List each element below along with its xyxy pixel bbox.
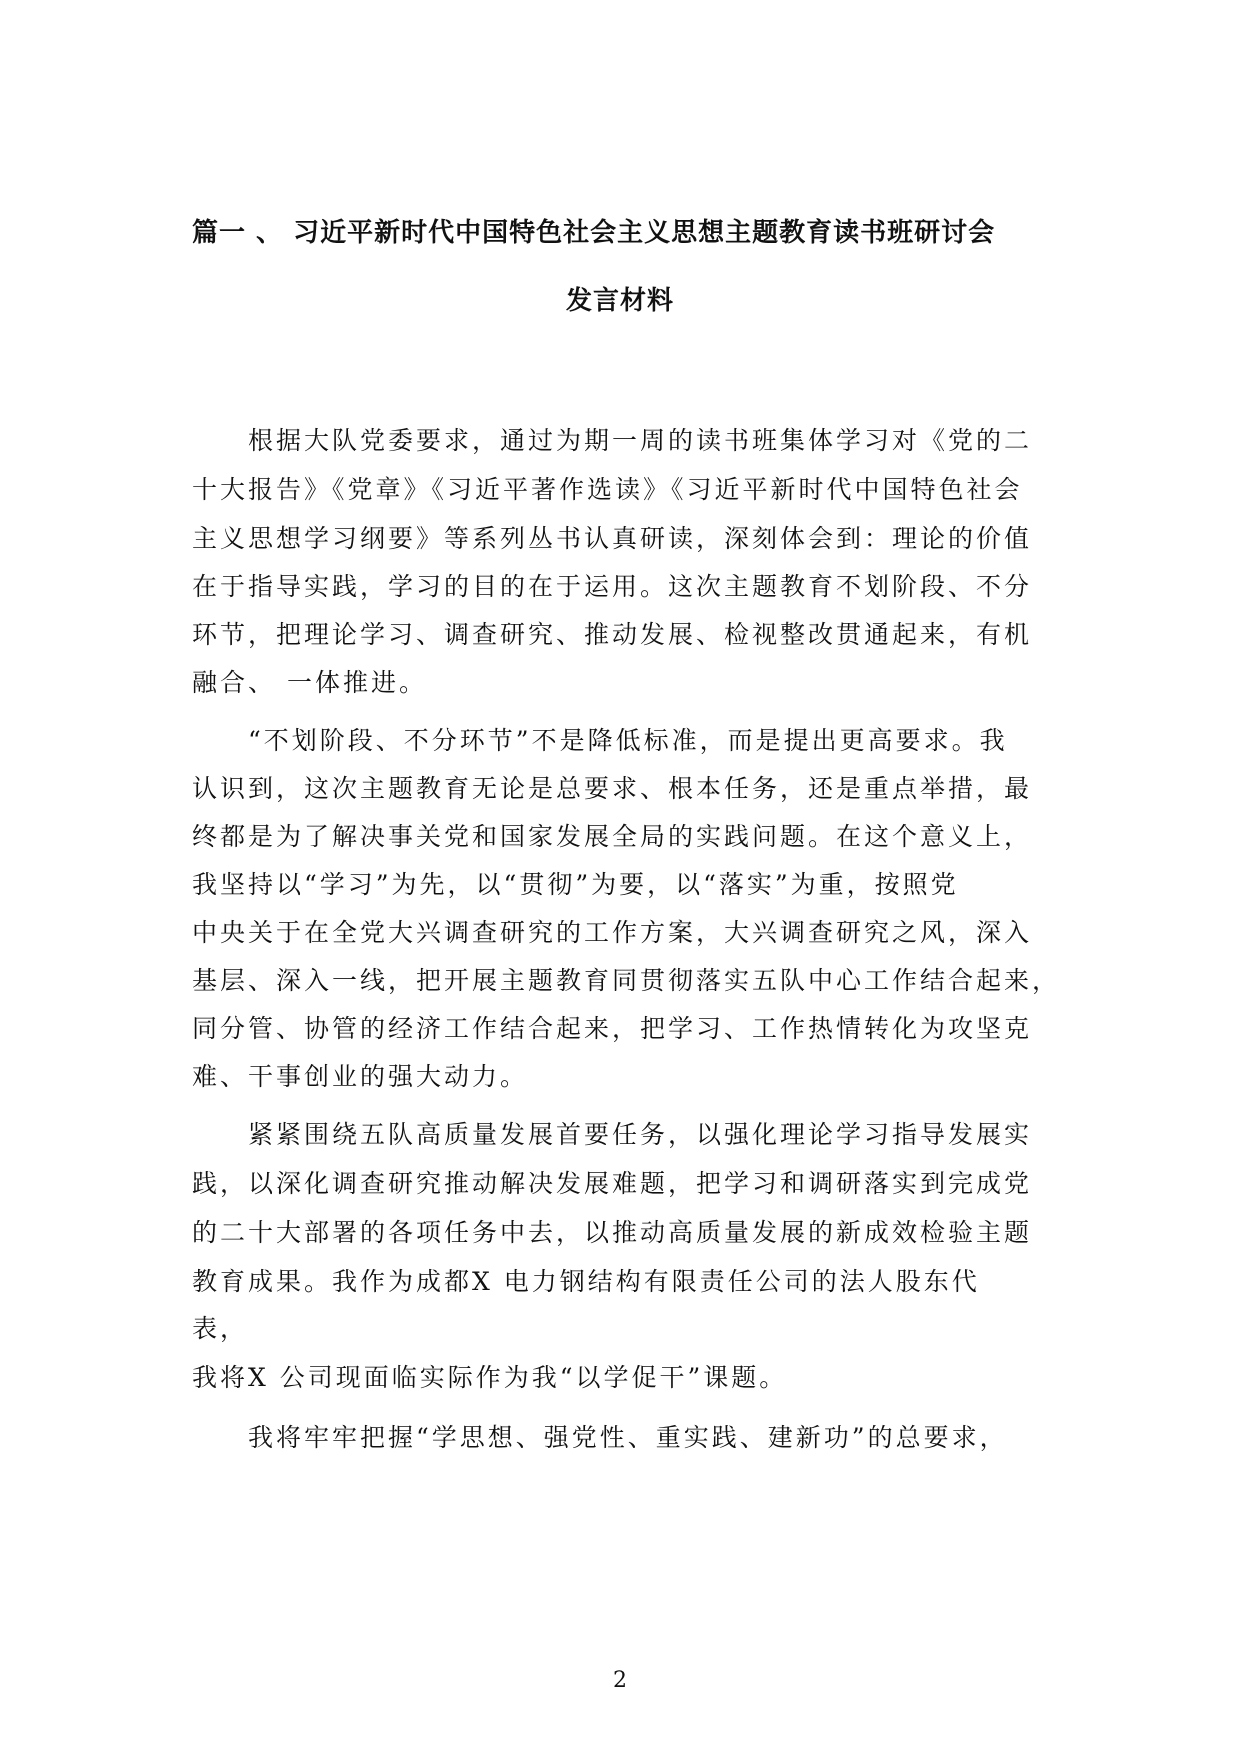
body-line: 根据大队党委要求，通过为期一周的读书班集体学习对《党的二	[192, 426, 1033, 455]
body-line: 的二十大部署的各项任务中去，以推动高质量发展的新成效检验主题	[192, 1218, 1033, 1247]
body-line: 认识到，这次主题教育无论是总要求、根本任务，还是重点举措，最	[192, 774, 1033, 803]
body-line: 终都是为了解决事关党和国家发展全局的实践问题。在这个意义上，	[192, 822, 1033, 851]
body-line: 我将牢牢把握“学思想、强党性、重实践、建新功”的总要求，	[192, 1423, 1008, 1452]
body-line: “不划阶段、不分环节”不是降低标准，而是提出更高要求。我	[192, 726, 1008, 755]
body-line: 教育成果。我作为成都X 电力钢结构有限责任公司的法人股东代	[192, 1267, 980, 1296]
body-line: 表，	[192, 1314, 249, 1343]
body-line: 难、干事创业的强大动力。	[192, 1062, 529, 1091]
body-line: 基层、深入一线，把开展主题教育同贯彻落实五队中心工作结合起来，	[192, 966, 1061, 995]
body-line: 紧紧围绕五队高质量发展首要任务，以强化理论学习指导发展实	[192, 1120, 1033, 1149]
body-line: 我坚持以“学习”为先，以“贯彻”为要，以“落实”为重，按照党	[192, 870, 959, 899]
body-line: 十大报告》《党章》《习近平著作选读》《习近平新时代中国特色社会	[192, 475, 1023, 504]
page-number: 2	[613, 1668, 627, 1693]
document-title-line-2: 发言材料	[565, 286, 674, 316]
body-line: 中央关于在全党大兴调查研究的工作方案，大兴调查研究之风，深入	[192, 918, 1033, 947]
body-line: 在于指导实践，学习的目的在于运用。这次主题教育不划阶段、不分	[192, 572, 1033, 601]
body-line: 环节，把理论学习、调查研究、推动发展、检视整改贯通起来，有机	[192, 620, 1033, 649]
body-line: 融合、 一体推进。	[192, 668, 427, 697]
body-line: 同分管、协管的经济工作结合起来，把学习、工作热情转化为攻坚克	[192, 1014, 1033, 1043]
body-line: 践，以深化调查研究推动解决发展难题，把学习和调研落实到完成党	[192, 1169, 1033, 1198]
body-line: 主义思想学习纲要》等系列丛书认真研读，深刻体会到：理论的价值	[192, 524, 1033, 553]
document-title-line-1: 篇一 、 习近平新时代中国特色社会主义思想主题教育读书班研讨会	[192, 218, 996, 248]
body-line: 我将X 公司现面临实际作为我“以学促干”课题。	[192, 1363, 788, 1392]
